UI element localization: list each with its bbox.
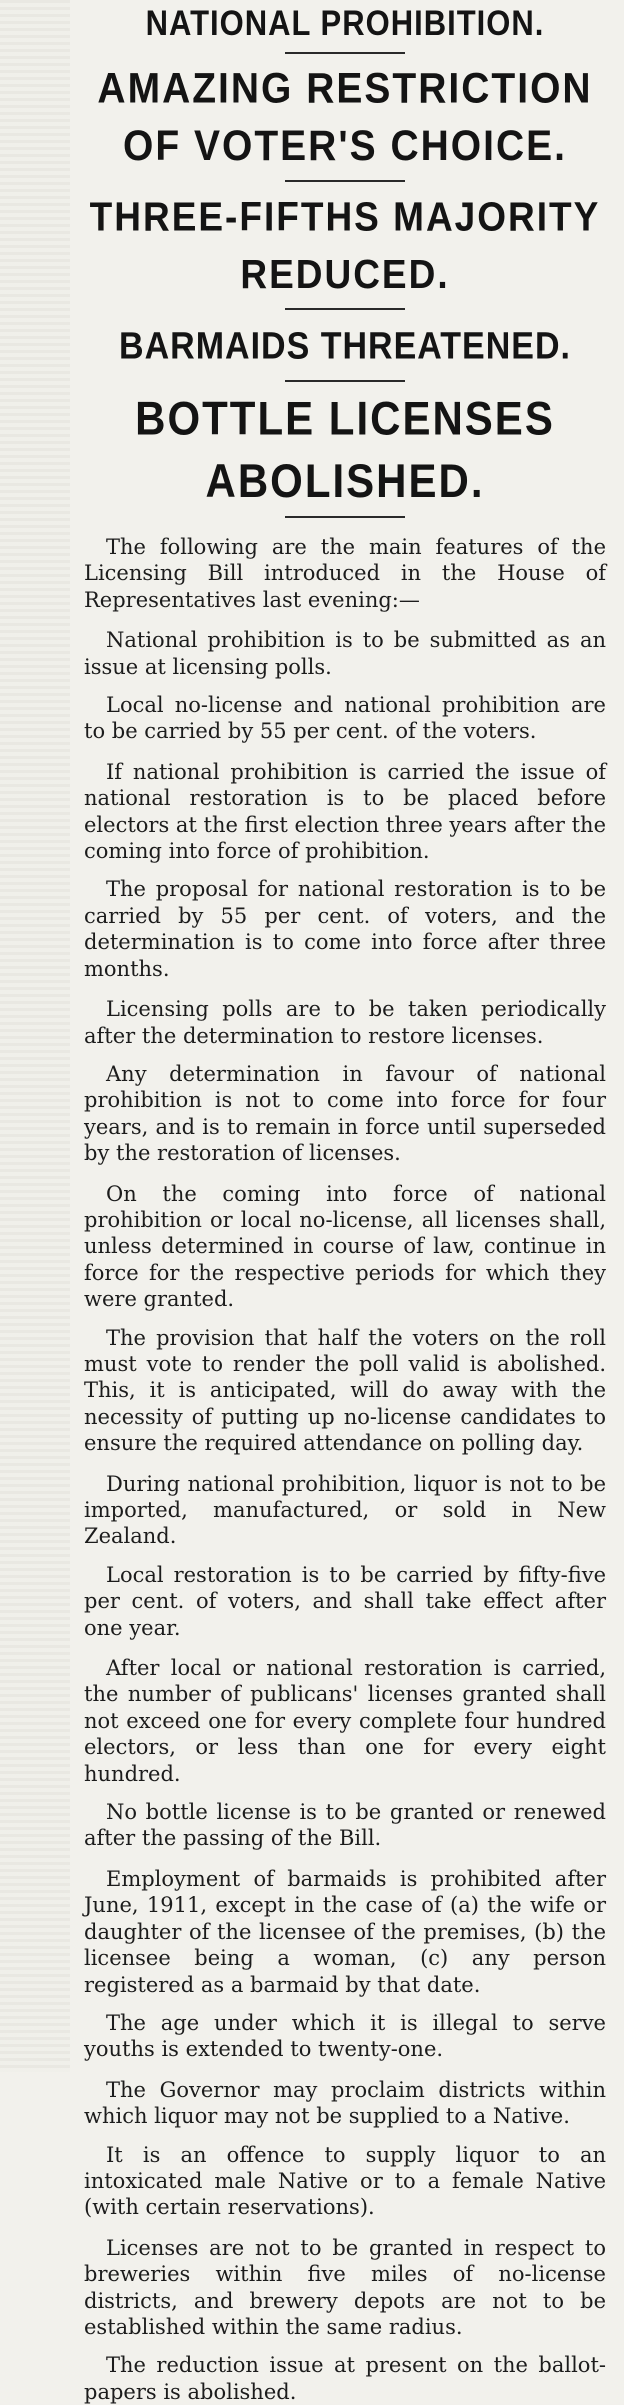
article-body [84, 534, 606, 2405]
paragraph: It is an offence to supply liquor to an intoxicated male Native or to a female Native (with certain reservations). [84, 2142, 606, 2220]
divider [285, 180, 405, 182]
paragraph: The Governor may proclaim districts within which liquor may not be supplied to a Native. [84, 2077, 606, 2129]
paragraph: During national prohibition, liquor is not to be imported, manufactured, or sold in New Zealand. [84, 1471, 606, 1549]
divider [285, 380, 405, 382]
divider [285, 308, 405, 310]
headline-bottle-licenses: BOTTLE LICENSES ABOLISHED. [135, 391, 555, 508]
paragraph: Any determination in favour of national prohibition is not to come into force for four years, and is to remain in force until superseded by the restoration of licenses. [84, 1061, 606, 1166]
divider [285, 52, 405, 54]
page-margin [0, 0, 70, 2072]
headline-barmaids-threatened: BARMAIDS THREATENED. [119, 324, 571, 368]
paragraph: The provision that half the voters on the roll must vote to render the poll valid is abolished. This, it is anticipated, will do away with the necessity of putting up no-license candidates to ensure the required attendance on polling day. [84, 1325, 606, 1456]
paragraph: Local no-license and national prohibition are to be carried by 55 per cent. of the voters. [84, 693, 606, 744]
paragraph: No bottle license is to be granted or renewed after the passing of the Bill. [84, 1800, 606, 1851]
paragraph: If national prohibition is carried the issue of national restoration is to be placed before electors at the first election three years after the coming into force of prohibition. [84, 759, 606, 864]
headline-three-fifths-majority: THREE-FIFTHS MAJORITY REDUCED. [89, 194, 601, 297]
headline-national-prohibition: NATIONAL PROHIBITION. [145, 2, 545, 43]
paragraph: Employment of barmaids is prohibited after June, 1911, except in the case of (a) the wife or daughter of the licensee of the premises, (b) the licensee being a woman, (c) any person registered as a barmaid by that date. [84, 1866, 606, 1997]
paragraph: Licensing polls are to be taken periodically after the determination to restore licenses. [84, 997, 606, 1048]
divider [285, 516, 405, 518]
paragraph: On the coming into force of national prohibition or local no-license, all licenses shall, unless determined in course of law, continue in force for the respective periods for which they were granted. [84, 1181, 606, 1312]
paragraph: The age under which it is illegal to serve youths is extended to twenty-one. [84, 2010, 606, 2062]
paragraph: The reduction issue at present on the ballot-papers is abolished. [84, 2353, 606, 2404]
paragraph: The proposal for national restoration is to be carried by 55 per cent. of voters, and the determination is to come into force after three months. [84, 877, 606, 981]
paragraph: The following are the main features of the Licensing Bill introduced in the House of Representatives last evening:— [84, 535, 606, 612]
headline-amazing-restriction: AMAZING RESTRICTION OF VOTER'S CHOICE. [97, 65, 593, 170]
paragraph: National prohibition is to be submitted as an issue at licensing polls. [84, 628, 606, 679]
paragraph: After local or national restoration is carried, the number of publicans' licenses granted shall not exceed one for every complete four hundred electors, or less than one for every eight hundred. [84, 1656, 606, 1786]
paragraph: Licenses are not to be granted in respect to breweries within five miles of no-license districts, and brewery depots are not to be established within the same radius. [84, 2235, 606, 2339]
paragraph: Local restoration is to be carried by fifty-five per cent. of voters, and shall take effect after one year. [84, 1562, 606, 1640]
